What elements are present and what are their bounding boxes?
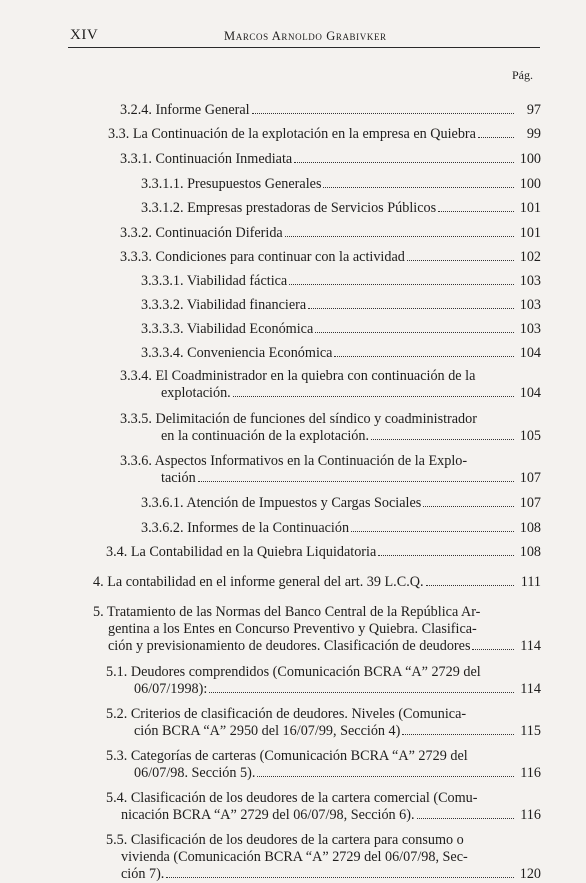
- dot-leader: [334, 355, 514, 357]
- toc-entry-title-line: 3.3.4. El Coadministrador en la quiebra con continuación de la: [120, 368, 476, 384]
- toc-entry: [120, 453, 541, 487]
- toc-entry: [141, 297, 541, 314]
- toc-entry-title: 3.3.2. Continuación Diferida: [120, 225, 283, 241]
- page-number-roman: XIV: [70, 27, 99, 43]
- toc-entry-title: 3.4. La Contabilidad en la Quiebra Liquidatoria: [106, 544, 377, 560]
- toc-entry-title-line: gentina a los Entes en Concurso Preventivo y Quiebra. Clasifica-: [108, 621, 477, 637]
- dot-leader: [198, 480, 514, 482]
- toc-entry-page-number: 103: [519, 297, 541, 313]
- running-header-author: Marcos Arnoldo Grabivker: [224, 29, 387, 43]
- toc-entry-title-line: 5. Tratamiento de las Normas del Banco Central de la República Ar-: [93, 604, 481, 620]
- toc-entry-last-line: [141, 345, 541, 362]
- dot-leader: [423, 505, 514, 507]
- toc-entry-title: 4. La contabilidad en el informe general del art. 39 L.C.Q.: [93, 574, 424, 590]
- toc-entry-last-line: [134, 723, 541, 740]
- toc-entry: [141, 200, 541, 217]
- toc-entry: [141, 273, 541, 290]
- toc-entry-title-line: 5.3. Categorías de carteras (Comunicación BCRA “A” 2729 del: [106, 748, 468, 764]
- toc-entry: [106, 748, 541, 782]
- toc-entry-page-number: 108: [519, 544, 541, 560]
- toc-entry: [120, 151, 541, 168]
- toc-entry-page-number: 116: [520, 807, 541, 823]
- toc-entry: [106, 790, 541, 824]
- toc-entry-page-number: 102: [519, 249, 541, 265]
- dot-leader: [308, 307, 514, 309]
- toc-entry-last-line: [106, 544, 541, 561]
- toc-entry: [93, 574, 541, 591]
- toc-entry-page-number: 100: [519, 151, 541, 167]
- toc-entry: [120, 411, 541, 445]
- dot-leader: [472, 648, 514, 650]
- toc-entry-title-line: vivienda (Comunicación BCRA “A” 2729 del 06/07/98, Sec-: [121, 849, 468, 865]
- toc-entry-page-number: 108: [519, 520, 541, 536]
- toc-entry-title: 3.2.4. Informe General: [120, 102, 250, 118]
- toc-entry: [108, 126, 541, 143]
- toc-entry-last-line: [120, 225, 541, 242]
- toc-entry-page-number: 104: [519, 345, 541, 361]
- toc-entry-last-line: [134, 765, 541, 782]
- dot-leader: [315, 331, 514, 333]
- toc-entry: [106, 544, 541, 561]
- toc-entry-title: nicación BCRA “A” 2729 del 06/07/98, Sección 6).: [121, 807, 415, 823]
- toc-entry-page-number: 114: [520, 638, 541, 654]
- toc-entry-last-line: [141, 200, 541, 217]
- toc-entry-title: 3.3.3.3. Viabilidad Económica: [141, 321, 314, 337]
- toc-entry-title: 3.3.3.2. Viabilidad financiera: [141, 297, 307, 313]
- toc-entry: [106, 664, 541, 698]
- toc-entry-title: 3.3.6.1. Atención de Impuestos y Cargas Sociales: [141, 495, 422, 511]
- toc-entry-title: 3.3.3.4. Conveniencia Económica: [141, 345, 333, 361]
- dot-leader: [407, 259, 514, 261]
- dot-leader: [285, 235, 514, 237]
- toc-entry-title-line: 5.1. Deudores comprendidos (Comunicación BCRA “A” 2729 del: [106, 664, 481, 680]
- dot-leader: [257, 775, 514, 777]
- toc-entry-title: 3.3.1.1. Presupuestos Generales: [141, 176, 322, 192]
- toc-entry-title: ción 7).: [121, 866, 165, 882]
- toc-entry-last-line: [161, 428, 541, 445]
- toc-entry-page-number: 100: [519, 176, 541, 192]
- toc-entry-last-line: [120, 249, 541, 266]
- toc-entry-page-number: 115: [520, 723, 541, 739]
- toc-entry-page-number: 97: [526, 102, 541, 118]
- toc-entry-last-line: [120, 151, 541, 168]
- toc-entry: [120, 225, 541, 242]
- toc-entry-title-line: 5.2. Criterios de clasificación de deudores. Niveles (Comunica-: [106, 706, 467, 722]
- toc-entry: [93, 604, 541, 655]
- dot-leader: [323, 186, 514, 188]
- toc-entry-last-line: [161, 470, 541, 487]
- toc-entry: [141, 321, 541, 338]
- toc-entry: [120, 102, 541, 119]
- toc-entry-page-number: 103: [519, 321, 541, 337]
- dot-leader: [209, 691, 514, 693]
- dot-leader: [289, 283, 514, 285]
- toc-entry-title: explotación.: [161, 385, 231, 401]
- toc-entry-title: 06/07/1998):: [134, 681, 208, 697]
- toc-entry-page-number: 107: [519, 470, 541, 486]
- toc-entry-page-number: 120: [519, 866, 541, 882]
- toc-entry: [106, 706, 541, 740]
- toc-entry: [106, 832, 541, 883]
- toc-entry-page-number: 101: [519, 200, 541, 216]
- toc-entry-title-line: 3.3.5. Delimitación de funciones del síndico y coadministrador: [120, 411, 477, 427]
- toc-entry-last-line: [108, 638, 541, 655]
- toc-entry-title: tación: [161, 470, 196, 486]
- toc-entry-last-line: [120, 102, 541, 119]
- toc-entry: [141, 345, 541, 362]
- toc-entry-title: 3.3. La Continuación de la explotación en la empresa en Quiebra: [108, 126, 476, 142]
- toc-entry-title-line: 5.4. Clasificación de los deudores de la cartera comercial (Comu-: [106, 790, 478, 806]
- toc-entry-page-number: 105: [519, 428, 541, 444]
- toc-entry-title: 3.3.6.2. Informes de la Continuación: [141, 520, 350, 536]
- dot-leader: [378, 554, 514, 556]
- toc-entry-page-number: 99: [526, 126, 541, 142]
- toc-entry-last-line: [141, 176, 541, 193]
- toc-entry-page-number: 101: [519, 225, 541, 241]
- toc-entry-page-number: 116: [520, 765, 541, 781]
- header-rule: [68, 47, 540, 48]
- dot-leader: [252, 112, 514, 114]
- dot-leader: [478, 136, 514, 138]
- toc-entry-last-line: [108, 126, 541, 143]
- dot-leader: [417, 817, 514, 819]
- toc-entry-last-line: [141, 520, 541, 537]
- toc-entry-last-line: [121, 866, 541, 883]
- toc-entry-page-number: 111: [520, 574, 541, 590]
- toc-entry-title: en la continuación de la explotación.: [161, 428, 370, 444]
- toc-entry-title: 3.3.1.2. Empresas prestadoras de Servicios Públicos: [141, 200, 437, 216]
- toc-entry-page-number: 107: [519, 495, 541, 511]
- toc-entry-title-line: 5.5. Clasificación de los deudores de la cartera para consumo o: [106, 832, 464, 848]
- toc-entry-last-line: [93, 574, 541, 591]
- dot-leader: [402, 733, 514, 735]
- toc-entry-title: ción BCRA “A” 2950 del 16/07/99, Sección 4): [134, 723, 401, 739]
- dot-leader: [166, 876, 514, 878]
- toc-entry-page-number: 104: [519, 385, 541, 401]
- toc-entry-title: ción y previsionamiento de deudores. Clasificación de deudores: [108, 638, 471, 654]
- toc-entry-title: 3.3.3. Condiciones para continuar con la actividad: [120, 249, 405, 265]
- page-column-label: Pág.: [512, 68, 533, 82]
- toc-entry-title: 3.3.3.1. Viabilidad fáctica: [141, 273, 288, 289]
- dot-leader: [371, 438, 514, 440]
- toc-entry-last-line: [141, 297, 541, 314]
- dot-leader: [351, 530, 514, 532]
- toc-entry-last-line: [121, 807, 541, 824]
- toc-entry-title-line: 3.3.6. Aspectos Informativos en la Continuación de la Explo-: [120, 453, 468, 469]
- toc-entry: [141, 495, 541, 512]
- toc-entry-last-line: [161, 385, 541, 402]
- toc-entry-title: 06/07/98. Sección 5).: [134, 765, 256, 781]
- dot-leader: [233, 395, 514, 397]
- toc-entry: [141, 520, 541, 537]
- toc-entry-page-number: 103: [519, 273, 541, 289]
- dot-leader: [438, 210, 514, 212]
- toc-entry-last-line: [141, 273, 541, 290]
- toc-entry-page-number: 114: [520, 681, 541, 697]
- toc-entry-last-line: [141, 495, 541, 512]
- toc-entry: [141, 176, 541, 193]
- toc-entry-last-line: [141, 321, 541, 338]
- dot-leader: [294, 161, 514, 163]
- toc-entry: [120, 368, 541, 402]
- dot-leader: [426, 584, 514, 586]
- toc-entry: [120, 249, 541, 266]
- toc-entry-title: 3.3.1. Continuación Inmediata: [120, 151, 293, 167]
- toc-entry-last-line: [134, 681, 541, 698]
